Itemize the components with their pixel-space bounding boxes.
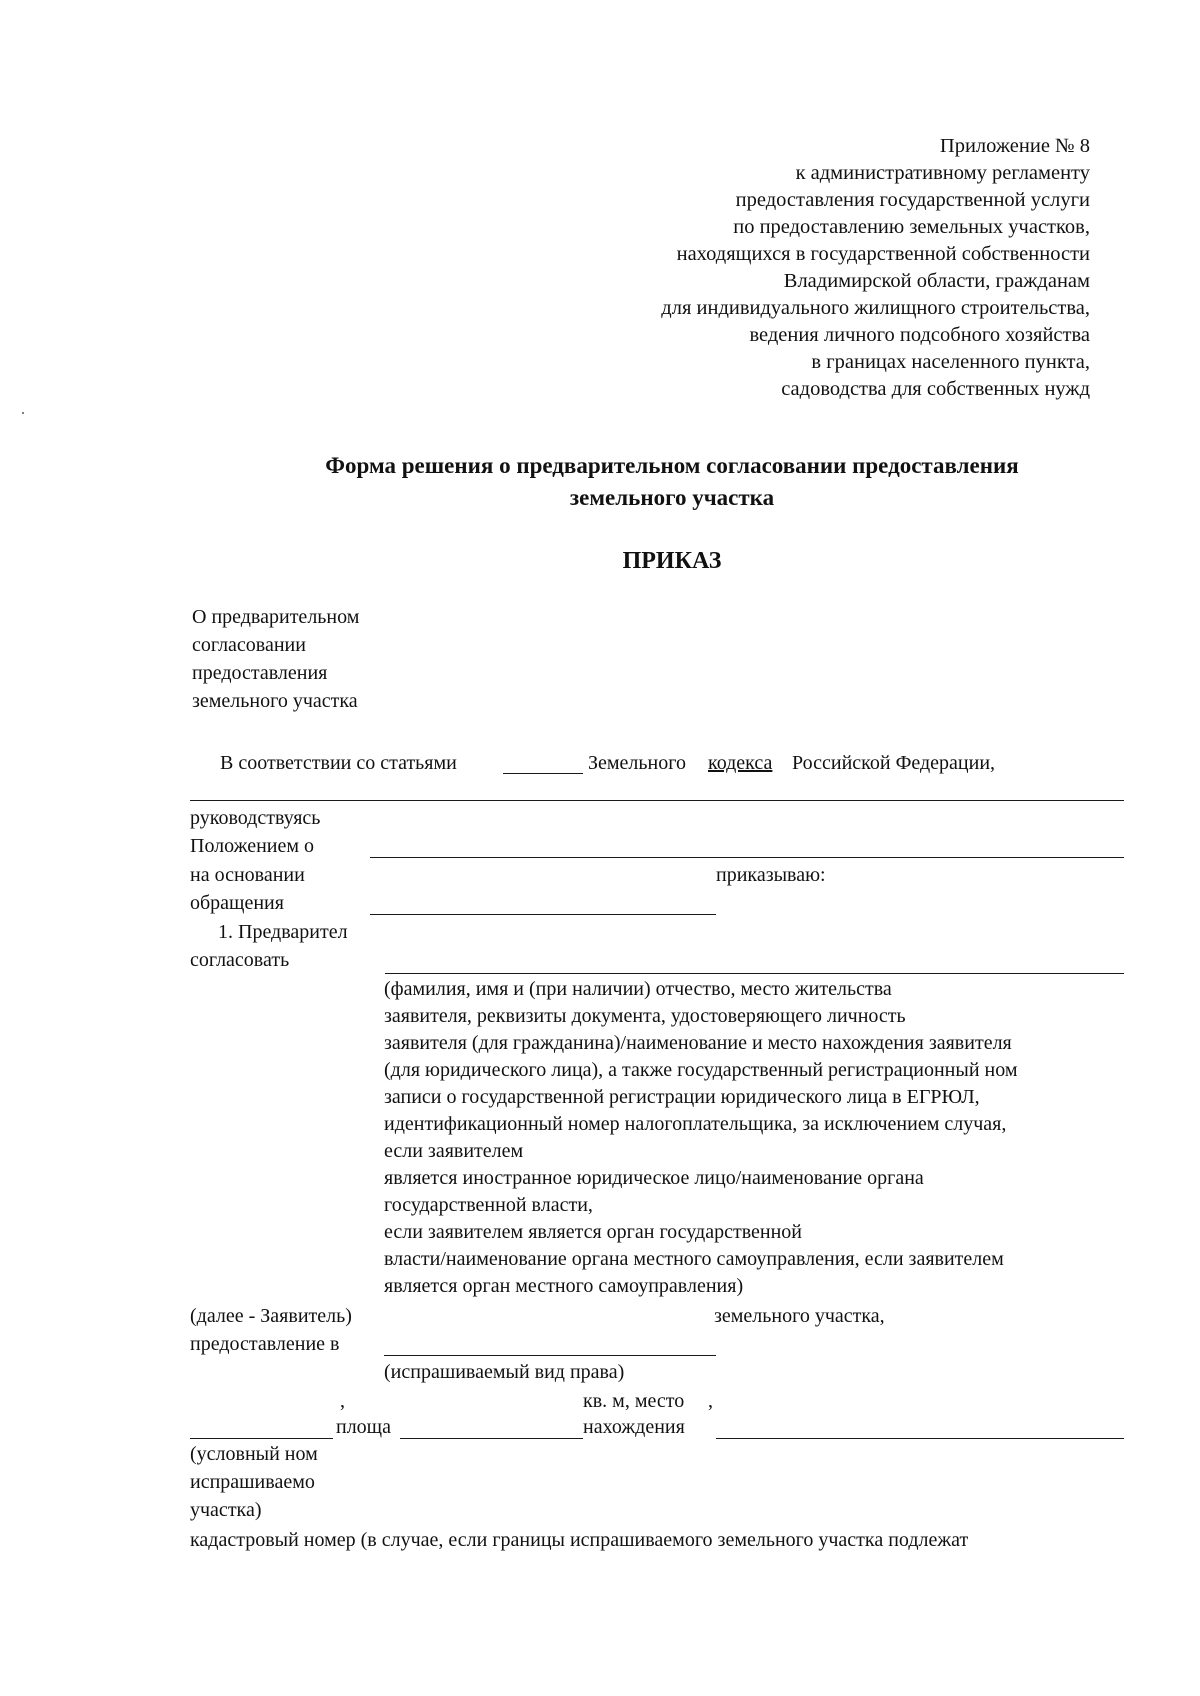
hint-line: идентификационный номер налогоплательщика, за исключением случая, bbox=[384, 1113, 1007, 1135]
scan-speck bbox=[22, 412, 24, 414]
appendix-line: находящихся в государственной собственности bbox=[676, 243, 1090, 265]
articles-blank-line bbox=[503, 773, 583, 774]
hint-line: если заявителем является орган государственной bbox=[384, 1221, 803, 1243]
guided-label: руководствуясь bbox=[190, 807, 321, 829]
hint-line: (фамилия, имя и (при наличии) отчество, место жительства bbox=[384, 978, 892, 1000]
hint-line: власти/наименование органа местного самоуправления, если заявителем bbox=[384, 1248, 1004, 1270]
subject-line: предоставления bbox=[192, 662, 328, 684]
location-blank-line bbox=[716, 1438, 1124, 1439]
comma-mark: , bbox=[708, 1390, 713, 1412]
subject-line: земельного участка bbox=[192, 690, 358, 712]
hint-line: если заявителем bbox=[384, 1140, 524, 1162]
agree-label: согласовать bbox=[190, 949, 290, 971]
sqm-location-label: кв. м, место bbox=[583, 1390, 685, 1412]
comma-mark: , bbox=[340, 1390, 345, 1412]
hint-line: (для юридического лица), а также государственный регистрационный ном bbox=[384, 1059, 1018, 1081]
hereinafter-label: (далее - Заявитель) bbox=[190, 1305, 352, 1327]
request-label: обращения bbox=[190, 892, 284, 914]
provision-label: предоставление в bbox=[190, 1333, 340, 1355]
hint-line: является орган местного самоуправления) bbox=[384, 1275, 744, 1297]
appendix-line: Приложение № 8 bbox=[939, 135, 1090, 157]
appendix-line: садоводства для собственных нужд bbox=[781, 378, 1090, 400]
preamble-code-word-2: кодекса bbox=[708, 752, 773, 774]
cadastral-text: кадастровый номер (в случае, если границы испрашиваемого земельного участка подлежат bbox=[190, 1529, 969, 1551]
preamble-prefix: В соответствии со статьями bbox=[220, 752, 457, 774]
hint-line: записи о государственной регистрации юридического лица в ЕГРЮЛ, bbox=[384, 1086, 980, 1108]
number-blank-line bbox=[190, 1438, 333, 1439]
form-title-line-1: Форма решения о предварительном согласовании предоставления bbox=[325, 453, 1019, 478]
basis-label: на основании bbox=[190, 864, 305, 886]
appendix-line: к административному регламенту bbox=[795, 162, 1090, 184]
area-blank-line bbox=[400, 1438, 583, 1439]
preamble-code-word-1: Земельного bbox=[588, 752, 686, 774]
plot-label: участка) bbox=[190, 1499, 262, 1521]
regulation-label: Положением о bbox=[190, 835, 315, 857]
appendix-line: предоставления государственной услуги bbox=[735, 189, 1090, 211]
item-1-label: 1. Предварител bbox=[218, 921, 348, 943]
full-width-blank-line bbox=[190, 800, 1124, 801]
appendix-line: по предоставлению земельных участков, bbox=[733, 216, 1090, 238]
preamble-suffix: Российской Федерации, bbox=[792, 752, 996, 774]
order-word: приказываю: bbox=[716, 864, 826, 886]
appendix-line: Владимирской области, гражданам bbox=[783, 270, 1090, 292]
right-type-blank-line bbox=[384, 1355, 716, 1356]
hint-line: является иностранное юридическое лицо/наименование органа bbox=[384, 1167, 924, 1189]
land-plot-label: земельного участка, bbox=[714, 1305, 885, 1327]
appendix-line: ведения личного подсобного хозяйства bbox=[749, 324, 1090, 346]
hint-line: заявителя, реквизиты документа, удостоверяющего личность bbox=[384, 1005, 906, 1027]
regulation-blank-line bbox=[370, 857, 1124, 858]
subject-line: О предварительном bbox=[192, 606, 360, 628]
order-heading: ПРИКАЗ bbox=[622, 548, 722, 574]
hint-line: заявителя (для гражданина)/наименование и место нахождения заявителя bbox=[384, 1032, 1012, 1054]
conditional-number-label: (условный ном bbox=[190, 1443, 318, 1465]
form-title-line-2: земельного участка bbox=[569, 485, 775, 510]
area-label: площа bbox=[336, 1416, 391, 1438]
requested-label: испрашиваемо bbox=[190, 1471, 315, 1493]
location-label: нахождения bbox=[583, 1416, 685, 1438]
subject-line: согласовании bbox=[192, 634, 306, 656]
right-type-hint: (испрашиваемый вид права) bbox=[384, 1361, 625, 1383]
request-blank-line bbox=[370, 914, 716, 915]
hint-line: государственной власти, bbox=[384, 1194, 593, 1216]
applicant-blank-line bbox=[385, 973, 1124, 974]
appendix-line: в границах населенного пункта, bbox=[811, 351, 1090, 373]
appendix-line: для индивидуального жилищного строительства, bbox=[661, 297, 1090, 319]
